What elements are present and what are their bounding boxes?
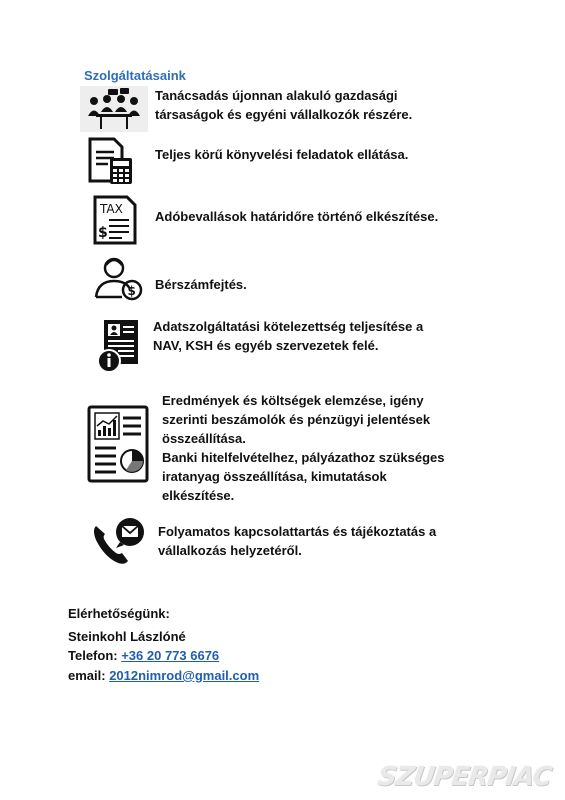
email-label: email: [68,668,110,683]
section-title: Szolgáltatásaink [84,68,186,83]
service-meeting-text: Tanácsadás újonnan alakuló gazdasági társaságok és egyéni vállalkozók részére. [155,88,413,122]
service-analysis-text: Eredmények és költségek elemzése, igény szerinti beszámolók és pénzügyi jelentések összeállítása. Banki hitelfelvételhez, pályázathoz szükséges iratanyag összeállítása, kimutatások elkészítése. [162,393,445,503]
svg-text:$: $ [98,225,108,241]
service-accounting-text: Teljes körű könyvelési feladatok ellátása. [155,147,409,162]
service-reporting-text: Adatszolgáltatási kötelezettség teljesítése a NAV, KSH és egyéb szervezetek felé. [153,319,424,353]
contact-email-row [68,668,259,683]
svg-text:TAX: TAX [100,202,123,216]
svg-text:$: $ [127,284,136,298]
service-tax-text: Adóbevallások határidőre történő elkészítése. [155,209,439,224]
tax-form-icon [92,194,138,246]
contact-heading: Elérhetőségünk: [68,606,170,621]
phone-link[interactable]: +36 20 773 6676 [121,648,220,663]
meeting-icon [80,86,148,132]
email-link[interactable]: 2012nimrod@gmail.com [109,668,260,683]
phone-label: Telefon: [68,648,122,663]
service-payroll-text: Bérszámfejtés. [155,277,247,292]
service-communication-text: Folyamatos kapcsolattartás és tájékoztatás a vállalkozás helyzetéről. [158,524,437,558]
report-chart-icon [86,404,150,484]
accounting-calculator-icon [86,136,136,186]
document-info-icon [96,318,142,374]
watermark-logo: SZUPERPIAC [376,762,554,792]
phone-mail-icon [90,516,148,568]
contact-name: Steinkohl Lászlóné [68,629,186,644]
contact-phone-row [68,648,219,663]
payroll-person-icon [92,255,144,301]
